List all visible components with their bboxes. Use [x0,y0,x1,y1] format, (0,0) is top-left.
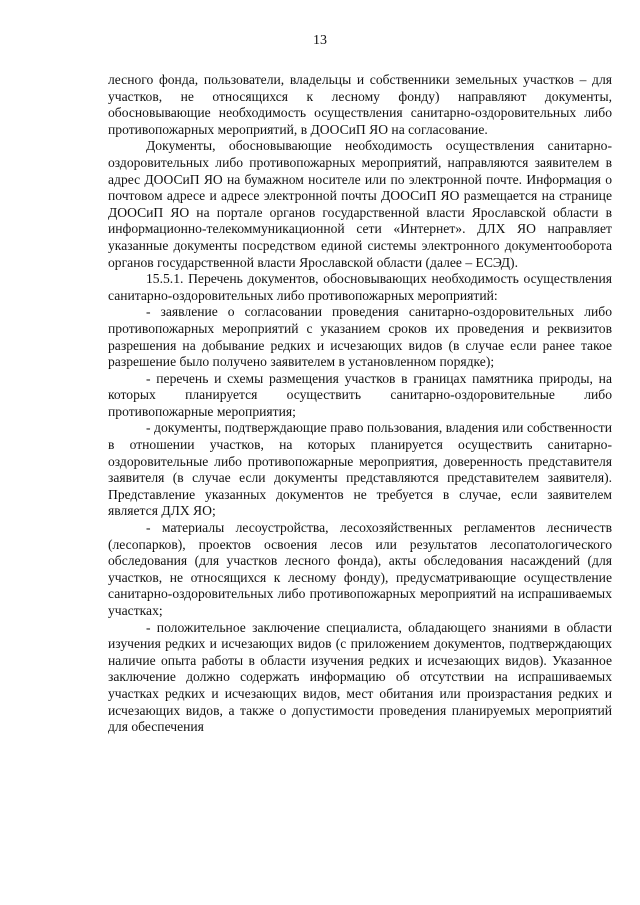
list-item: - перечень и схемы размещения участков в границах памятника природы, на которых планируется осуществить санитарно-оздоровительные либо противопожарные мероприятия; [108,370,612,419]
paragraph-1: лесного фонда, пользователи, владельцы и собственники земельных участков – для участков, не относящихся к лесному фонду) направляют документы, обосновывающие необходимость осуществления санитарно-оздоровительных либо противопожарных мероприятий, в ДООСиП ЯО на согласование. [108,72,612,137]
list-item: - положительное заключение специалиста, обладающего знаниями в области изучения редких и исчезающих видов (с приложением документов, подтверждающих наличие опыта работы в области изучения редких и исчезающих видов). Указанное заключение должно содержать информацию об отсутствии на испрашиваемых участках редких и исчезающих видов, мест обитания или произрастания редких и исчезающих видов, а также о допустимости проведения планируемых мероприятий для обеспечения [108,619,612,735]
list-item: - материалы лесоустройства, лесохозяйственных регламентов лесничеств (лесопарков), проектов освоения лесов или результатов лесопатологического обследования (для участков лесного фонда), акты обследования насаждений (для участков, не относящихся к лесному фонду), предусматривающие осуществление санитарно-оздоровительных либо противопожарных мероприятий на испрашиваемых участках; [108,520,612,618]
list-item: - заявление о согласовании проведения санитарно-оздоровительных либо противопожарных мероприятий с указанием сроков их проведения и реквизитов разрешения на добывание редких и исчезающих видов (в случае если ранее такое разрешение было получено заявителем в установленном порядке); [108,304,612,370]
list-item: - документы, подтверждающие право пользования, владения или собственности в отношении участков, на которых планируется осуществить санитарно-оздоровительные либо противопожарные мероприятия, доверенность представителя заявителя (в случае если документы представляются представителем заявителя). Представление указанных документов не требуется в случае, если заявителем является ДЛХ ЯО; [108,420,612,519]
body-text [108,72,612,736]
paragraph-2: Документы, обосновывающие необходимость осуществления санитарно-оздоровительных либо противопожарных мероприятий, направляются заявителем в адрес ДООСиП ЯО на бумажном носителе или по электронной почте. Информация о почтовом адресе и адресе электронной почты ДООСиП ЯО размещается на странице ДООСиП ЯО на портале органов государственной власти Ярославской области в информационно-телекоммуникационной сети «Интернет». ДЛХ ЯО направляет указанные документы посредством единой системы электронного документооборота органов государственной власти Ярославской области (далее – ЕСЭД). [108,138,612,270]
page-number: 13 [313,33,327,48]
paragraph-3: 15.5.1. Перечень документов, обосновывающих необходимость осуществления санитарно-оздоровительных либо противопожарных мероприятий: [108,271,612,303]
